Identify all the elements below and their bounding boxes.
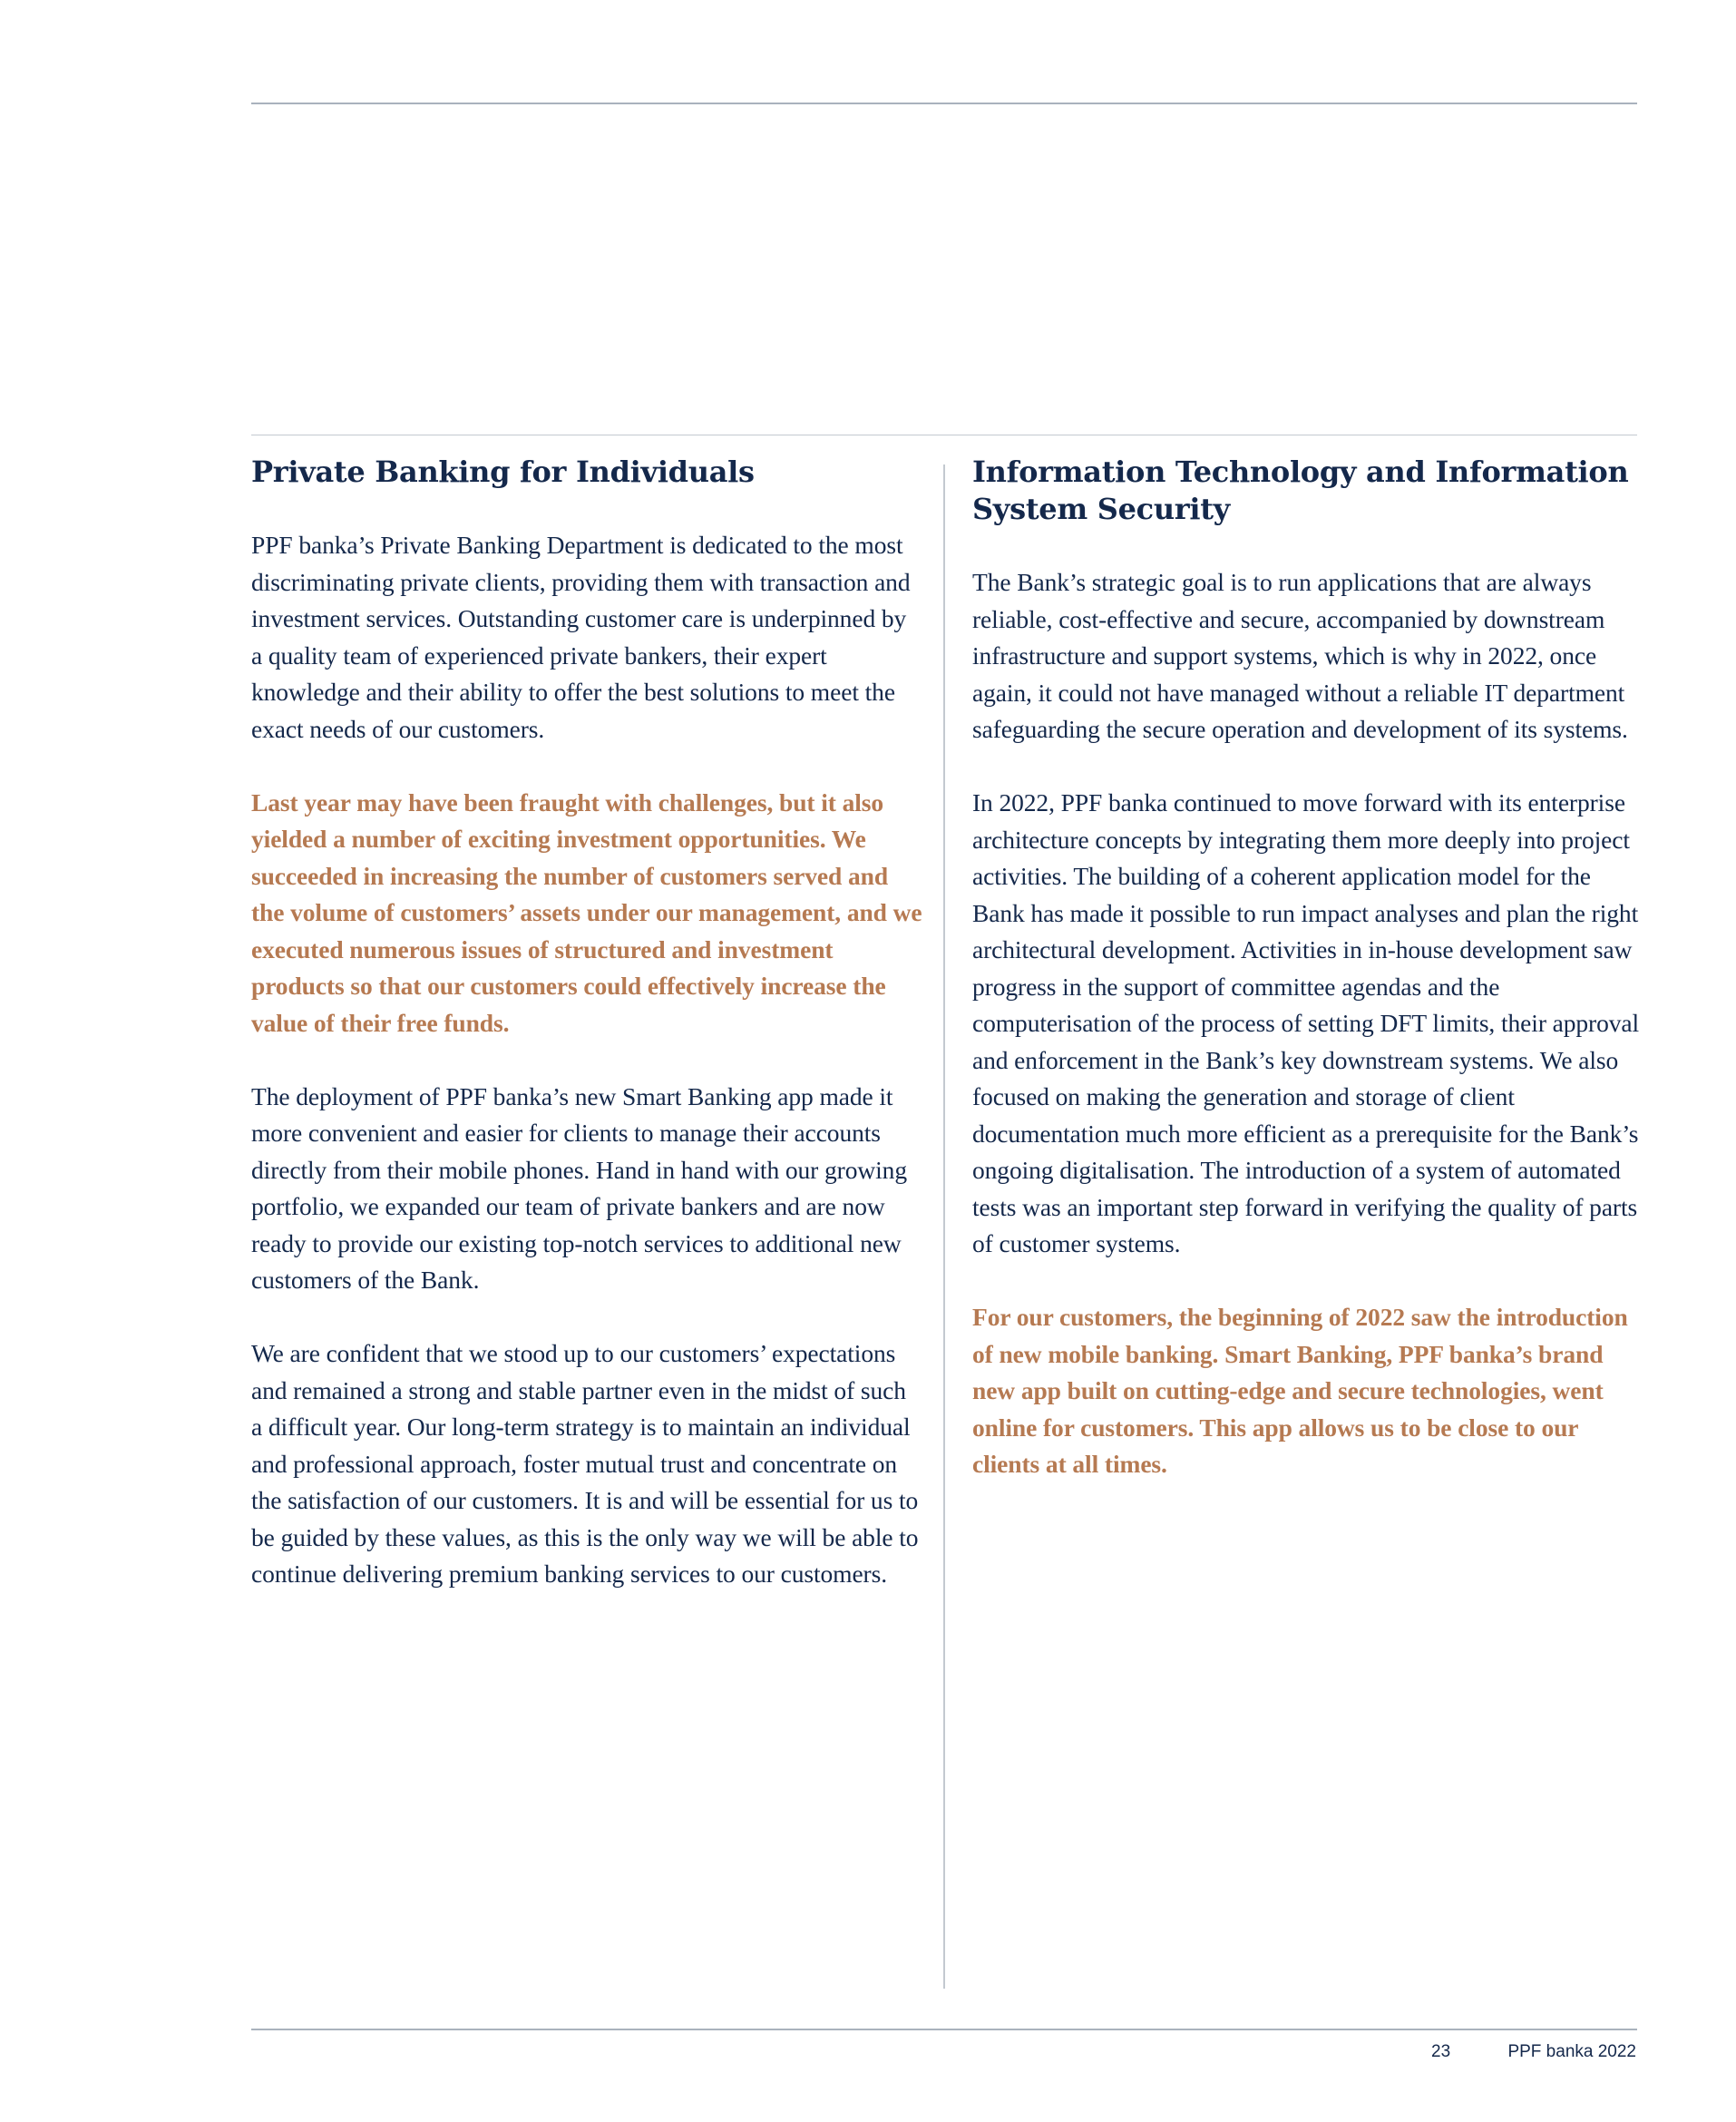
body-paragraph: PPF banka’s Private Banking Department is dedicated to the most discriminating private clients, providing them with transaction and investment services. Outstanding customer care is underpinned by a quality team of experienced private bankers, their expert knowledge and their ability to offer the best solutions to meet the exact needs of our customers. — [251, 531, 911, 743]
highlight-paragraph: Last year may have been fraught with challenges, but it also yielded a number of exciting investment opportunities. We succeeded in increasing the number of customers served and the volume of customers’ assets under our management, and we executed numerous issues of structured and investment products so that our customers could effectively increase the value of their free funds. — [251, 787, 922, 1037]
footer-rule — [251, 2029, 1637, 2030]
body-paragraph: We are confident that we stood up to our customers’ expectations and remained a strong and stable partner even in the midst of such a difficult year. Our long-term strategy is to maintain an individual and professional approach, foster mutual trust and concentrate on the satisfaction of our customers. It is and will be essential for us to be guided by these values, as this is the only way we will be able to continue delivering premium banking services to our customers. — [251, 1339, 919, 1588]
publication-title: PPF banka 2022 — [1507, 2042, 1636, 2061]
body-paragraph: In 2022, PPF banka continued to move forward with its enterprise architecture concepts by integrating them more deeply into project activities. The building of a coherent application model for the Bank has made it possible to run impact analyses and plan the right architectural development. Activities in in-house development saw progress in the support of committee agendas and the computerisation of the process of setting DFT limits, their approval and enforcement in the Bank’s key downstream systems. We also focused on making the generation and storage of client documentation much more efficient as a prerequisite for the Bank’s ongoing digitalisation. The introduction of a system of automated tests was an important step forward in verifying the quality of parts of customer systems. — [972, 788, 1640, 1257]
body-paragraph: The Bank’s strategic goal is to run applications that are always reliable, cost-effective and secure, accompanied by downstream infrastructure and support systems, which is why in 2022, once again, it could not have managed without a reliable IT department safeguarding the secure operation and development of its systems. — [972, 568, 1628, 743]
body-paragraph: The deployment of PPF banka’s new Smart Banking app made it more convenient and easier for clients to manage their accounts directly from their mobile phones. Hand in hand with our growing portfolio, we expanded our team of private bankers and are now ready to provide our existing top-notch services to additional new customers of the Bank. — [251, 1081, 907, 1294]
page-footer — [1431, 2042, 1636, 2062]
section-heading-private-banking: Private Banking for Individuals — [251, 455, 755, 489]
private-banking-section — [251, 454, 922, 1629]
highlight-paragraph: For our customers, the beginning of 2022 saw the introduction of new mobile banking. Smart Banking, PPF banka’s brand new app built on cutting-edge and secure technologies, went online for customers. This app allows us to be close to our clients at all times. — [972, 1303, 1628, 1478]
it-security-section — [972, 454, 1643, 1520]
section-heading-it-security: Information Technology and Information System Security — [972, 455, 1629, 526]
page-number: 23 — [1431, 2042, 1451, 2061]
column-divider — [943, 464, 945, 1989]
top-rule — [251, 103, 1637, 104]
